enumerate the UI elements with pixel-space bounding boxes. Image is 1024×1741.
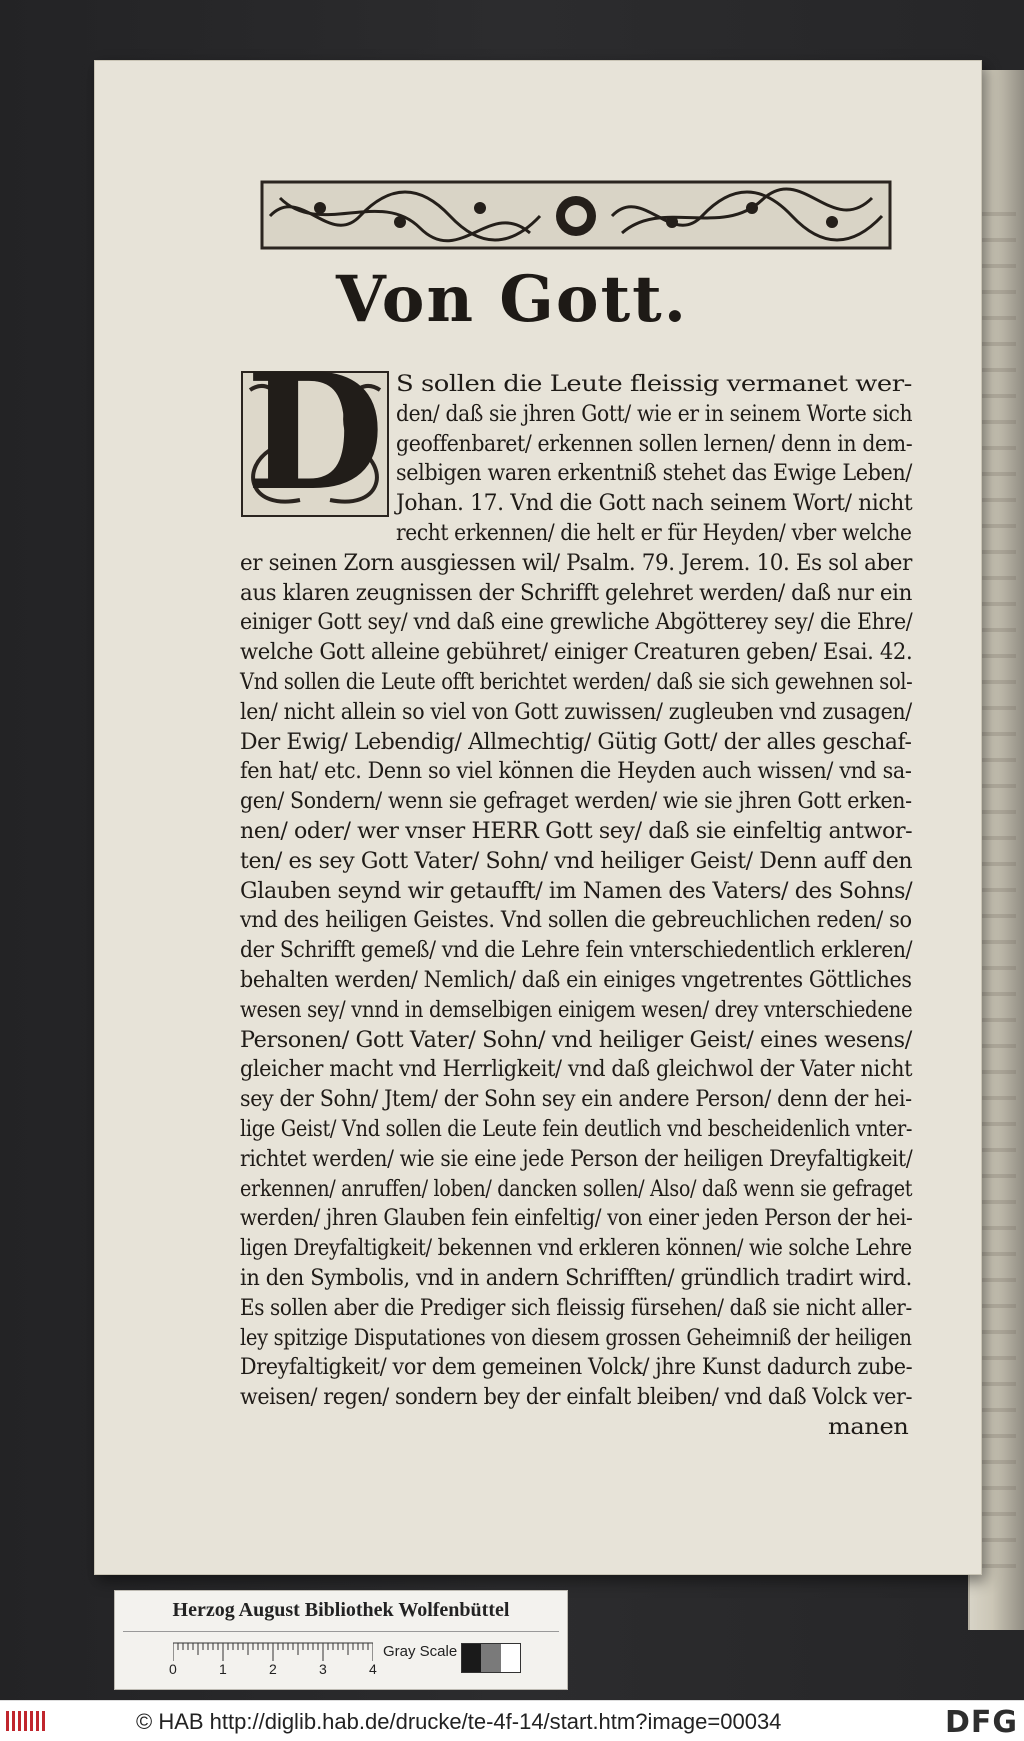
text-line: sey der Sohn/ Jtem/ der Sohn sey ein andere Person/ denn der hei- [240,1087,912,1113]
footer-bar [0,1700,1024,1741]
text-line: weisen/ regen/ sondern bey der einfalt bleiben/ vnd daß Volck ver- [240,1385,913,1411]
text-line: manen [828,1415,909,1440]
text-line: geoffenbaret/ erkennen sollen lernen/ denn in dem- [396,431,913,457]
text-line: nen/ oder/ wer vnser HERR Gott sey/ daß sie einfeltig antwor- [240,819,913,844]
footer-source-link[interactable]: © HAB http://diglib.hab.de/drucke/te-4f-14/start.htm?image=00034 [136,1709,782,1734]
library-label-card [114,1590,568,1690]
text-line: Vnd sollen die Leute offt berichtet werden/ daß sie sich gewehnen sol- [240,670,913,695]
text-line: aus klaren zeugnissen der Schrifft gelehret werden/ daß nur ein [240,580,912,606]
ruler-number-0: 0 [169,1661,177,1677]
gray-scale-swatch [461,1643,521,1673]
text-line: er seinen Zorn ausgiessen wil/ Psalm. 79. Jerem. 10. Es sol aber [240,550,912,576]
decorated-initial [240,338,390,526]
text-line: Personen/ Gott Vater/ Sohn/ vnd heiliger Geist/ eines wesens/ [240,1027,912,1053]
text-line: behalten werden/ Nemlich/ daß ein einiges vngetrentes Göttliches [240,968,912,993]
ruler-number-1: 1 [219,1661,227,1677]
initial-letter: D [245,338,385,526]
text-line: der Schrifft gemeß/ vnd die Lehre fein vnterschiedentlich erkleren/ [240,938,913,964]
text-line: gen/ Sondern/ wenn sie gefraget werden/ wie sie jhren Gott erken- [240,789,912,815]
gray-scale-label: Gray Scale [383,1643,458,1660]
text-line: selbigen waren erkentniß stehet das Ewige Leben/ [396,461,912,487]
text-line: in den Symbolis, vnd in andern Schrifften/ gründlich tradirt wird. [240,1266,912,1291]
text-line: ligen Dreyfaltigkeit/ bekennen vnd erkleren können/ wie solche Lehre [240,1236,912,1262]
ruler-number-3: 3 [319,1661,327,1677]
ruler-number-2: 2 [269,1661,277,1677]
page-title: Von Gott. [335,262,689,337]
text-line: S sollen die Leute fleissig vermanet wer- [396,372,912,397]
text-line: lige Geist/ Vnd sollen die Leute fein deutlich vnd bescheidenlich vnter- [240,1117,913,1142]
text-line: fen hat/ etc. Denn so viel können die Heyden auch wissen/ vnd sa- [240,759,912,785]
gray-swatch-mid [481,1644,500,1672]
text-line: Der Ewig/ Lebendig/ Allmechtig/ Gütig Gott/ der alles geschaf- [240,729,912,755]
label-divider [123,1631,559,1632]
text-line: gleicher macht vnd Herrligkeit/ vnd daß gleichwol der Vater nicht [240,1057,913,1083]
headpiece-ornament [260,178,892,254]
text-line: erkennen/ anruffen/ loben/ dancken sollen/ Also/ daß wenn sie gefraget [240,1176,913,1202]
text-line: wesen sey/ vnnd in demselbigen einigem wesen/ drey vnterschiedene [240,997,913,1023]
text-line: richtet werden/ wie sie eine jede Person der heiligen Dreyfaltigkeit/ [240,1146,913,1172]
hab-logo-icon [4,1707,48,1735]
library-name: Herzog August Bibliothek Wolfenbüttel [172,1599,510,1621]
dfg-logo: DFG [944,1705,1018,1740]
text-line: werden/ jhren Glauben fein einfeltig/ von einer jeden Person der hei- [240,1206,913,1232]
gray-swatch-white [501,1644,520,1672]
text-line: Johan. 17. Vnd die Gott nach seinem Wort/ nicht [396,491,913,517]
text-line: Dreyfaltigkeit/ vor dem gemeinen Volck/ jhre Kunst dadurch zube- [240,1355,913,1381]
facing-page-text-marks [976,190,1016,1590]
gray-swatch-black [462,1644,481,1672]
text-line: einiger Gott sey/ vnd daß eine grewliche Abgötterey sey/ die Ehre/ [240,610,913,636]
ruler-number-4: 4 [369,1661,377,1677]
text-line: Glauben seynd wir getaufft/ im Namen des Vaters/ des Sohns/ [240,878,913,904]
text-line: recht erkennen/ die helt er für Heyden/ vber welche [396,521,912,546]
text-line: welche Gott alleine gebühret/ einiger Creaturen geben/ Esai. 42. [240,640,913,666]
text-line: den/ daß sie jhren Gott/ wie er in seinem Worte sich [396,401,913,427]
text-line: ten/ es sey Gott Vater/ Sohn/ vnd heiliger Geist/ Denn auff den [240,848,913,874]
text-line: len/ nicht allein so viel von Gott zuwissen/ zugleuben vnd zusagen/ [240,699,912,725]
text-line: ley spitzige Disputationes von diesem grossen Geheimniß der heiligen [240,1325,912,1351]
text-line: Es sollen aber die Prediger sich fleissig fürsehen/ daß sie nicht aller- [240,1295,912,1321]
text-line: vnd des heiligen Geistes. Vnd sollen die gebreuchlichen reden/ so [240,908,912,934]
